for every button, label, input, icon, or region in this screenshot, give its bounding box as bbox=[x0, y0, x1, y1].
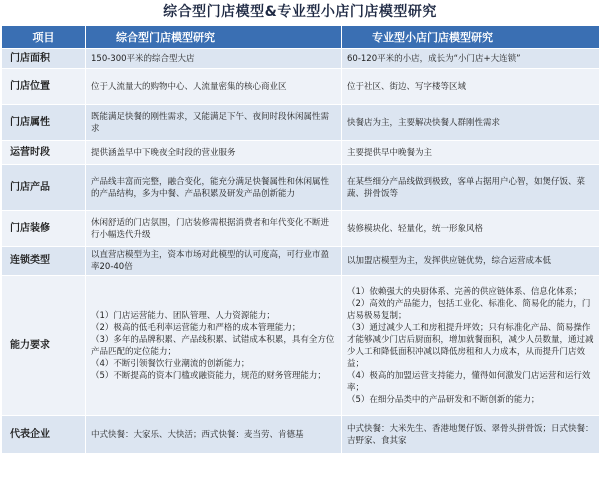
table-row bbox=[2, 49, 600, 69]
header-item: 项目 bbox=[2, 26, 86, 49]
cell-line: （4）不断引领餐饮行业潮流的创新能力； bbox=[91, 358, 250, 369]
table-row bbox=[2, 69, 600, 105]
comprehensive-cell bbox=[86, 105, 342, 141]
cell-line: 位于社区、街边、写字楼等区域 bbox=[347, 81, 467, 92]
table-row bbox=[2, 105, 600, 141]
row-label: 代表企业 bbox=[2, 416, 86, 454]
row-label: 连锁类型 bbox=[2, 247, 86, 276]
specialty-cell bbox=[342, 69, 600, 105]
page-title: 综合型门店模型&专业型小店门店模型研究 bbox=[163, 4, 437, 20]
comprehensive-cell bbox=[86, 69, 342, 105]
cell-line: 休闲舒适的门店氛围，门店装修需根据消费者和年代变化不断进行小幅迭代升级 bbox=[91, 217, 330, 240]
cell-line: 产品线丰富而完整，融合变化，能充分满足快餐属性和休闲属性的产品结构，多为中餐、产品积累及研发产品创新能力 bbox=[91, 176, 330, 199]
comprehensive-cell bbox=[86, 276, 342, 416]
cell-line: 提供涵盖早中下晚夜全时段的营业服务 bbox=[91, 147, 236, 158]
comprehensive-cell bbox=[86, 416, 342, 454]
comprehensive-cell bbox=[86, 49, 342, 69]
comprehensive-cell bbox=[86, 141, 342, 165]
specialty-cell bbox=[342, 49, 600, 69]
specialty-cell bbox=[342, 276, 600, 416]
specialty-cell bbox=[342, 105, 600, 141]
cell-line: 以加盟店模型为主，发挥供应链优势，综合运营成本低 bbox=[347, 256, 552, 266]
table-row bbox=[2, 165, 600, 211]
cell-line: 既能满足快餐的刚性需求，又能满足下午、夜间时段休闲属性需求 bbox=[91, 111, 330, 134]
row-label: 门店位置 bbox=[2, 69, 86, 105]
specialty-cell bbox=[342, 247, 600, 276]
cell-line: （5）不断提高的资本门槛或融资能力，规范的财务管理能力； bbox=[91, 370, 326, 381]
comparison-table bbox=[1, 25, 600, 454]
header-comprehensive: 综合型门店模型研究 bbox=[86, 26, 342, 49]
row-label: 门店属性 bbox=[2, 105, 86, 141]
cell-line: （3）多年的品牌积累、产品线积累、试错成本积累，具有全方位产品匹配的定位能力； bbox=[91, 334, 335, 357]
cell-line: 中式快餐：大家乐、大快活；西式快餐：麦当劳、肯德基 bbox=[91, 429, 304, 440]
table-row bbox=[2, 416, 600, 454]
cell-line: （2）高效的产品能力，包括工业化、标准化、简易化的能力，门店易极易复制； bbox=[347, 298, 591, 321]
cell-line: 中式快餐：大米先生、香港地煲仔饭、翠骨头拼骨饭；日式快餐：吉野家、食其家 bbox=[347, 423, 594, 446]
row-label: 门店面积 bbox=[2, 49, 86, 69]
header-row bbox=[2, 26, 600, 49]
cell-line: （5）在细分品类中的产品研发和不断创新的能力； bbox=[347, 394, 540, 405]
cell-line: 在某些细分产品线做到极致，客单占据用户心智，如煲仔饭、菜蔬、拼骨饭等 bbox=[347, 176, 586, 199]
table-row bbox=[2, 211, 600, 247]
specialty-cell bbox=[342, 165, 600, 211]
cell-line: 快餐店为主，主要解决快餐人群刚性需求 bbox=[347, 117, 501, 128]
header-specialty: 专业型小店门店模型研究 bbox=[342, 26, 600, 49]
cell-line: （2）极高的低毛利率运营能力和严格的成本管理能力； bbox=[91, 322, 301, 333]
cell-line: （4）极高的加盟运营支持能力，懂得如何激发门店运营和运行效率； bbox=[347, 370, 591, 393]
cell-line: （1）门店运营能力、团队管理、人力资源能力； bbox=[91, 310, 275, 321]
row-label: 门店装修 bbox=[2, 211, 86, 247]
table-row bbox=[2, 247, 600, 276]
cell-line: （3）通过减少人工和房租提升坪效；只有标准化产品、简易操作才能够减少门店后厨面积，增加就餐面积，减少人员数量，通过减少人工和降低面积冲减以降低房租和人力成本，从而提升门店效益； bbox=[347, 322, 594, 369]
specialty-cell bbox=[342, 211, 600, 247]
cell-line: 主要提供早中晚餐为主 bbox=[347, 147, 433, 158]
row-label: 能力要求 bbox=[2, 276, 86, 416]
comprehensive-cell bbox=[86, 247, 342, 276]
cell-line: 装修模块化、轻量化，统一形象风格 bbox=[347, 223, 484, 234]
row-label: 运营时段 bbox=[2, 141, 86, 165]
row-label: 门店产品 bbox=[2, 165, 86, 211]
specialty-cell bbox=[342, 141, 600, 165]
cell-line: 位于人流量大的购物中心、人流量密集的核心商业区 bbox=[91, 81, 287, 92]
cell-line: 60-120平米的小店，成长为“小门店+大连锁” bbox=[347, 53, 521, 64]
cell-line: 以直营店模型为主，资本市场对此模型的认可度高，可行业市盈率20-40倍 bbox=[91, 250, 330, 272]
table-row bbox=[2, 141, 600, 165]
table-row bbox=[2, 276, 600, 416]
specialty-cell bbox=[342, 416, 600, 454]
table-body bbox=[2, 49, 600, 454]
comprehensive-cell bbox=[86, 211, 342, 247]
cell-line: （1）依赖强大的央厨体系、完善的供应链体系、信息化体系； bbox=[347, 286, 582, 297]
comprehensive-cell bbox=[86, 165, 342, 211]
cell-line: 150-300平米的综合型大店 bbox=[91, 53, 195, 64]
